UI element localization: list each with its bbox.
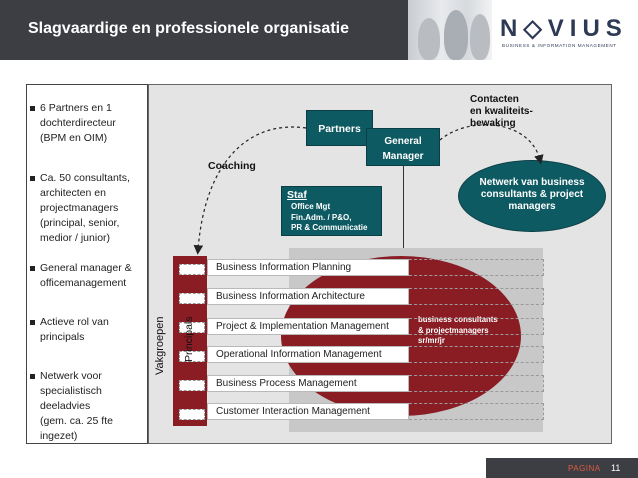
slide-title: Slagvaardige en professionele organisatie [28,20,349,37]
logo-subtitle: BUSINESS & INFORMATION MANAGEMENT [502,43,617,48]
vakgroep-bar: Project & Implementation Management [207,318,409,335]
page-number: 11 [611,463,621,473]
contact-label: Contacten en kwaliteits- bewaking [470,94,533,129]
vakgroep-bar: Business Process Management [207,375,409,392]
general-manager-label: General Manager [382,136,424,162]
logo-word: N◇VIUS [500,15,628,42]
vakgroep-bar: Operational Information Management [207,346,409,363]
staf-title: Staf [287,189,307,201]
staf-items: Office Mgt Fin.Adm. / P&O, PR & Communicatie [291,202,368,232]
partners-box: Partners [306,110,373,146]
coaching-arrow [198,127,306,250]
vakgroepen-label: Vakgroepen [154,316,166,375]
vakgroep-bar: Business Information Architecture [207,288,409,305]
principals-label: Principals [183,316,195,362]
vakgroep-bar: Business Information Planning [207,259,409,276]
coaching-label: Coaching [208,160,256,172]
contact-arrow [440,125,540,160]
business-consultants-label: business consultants & projectmanagers sr/mr/jr [418,315,498,345]
page-label: PAGINA [568,464,601,473]
vakgroep-bar: Customer Interaction Management [207,403,409,420]
netwerk-label: Netwerk van business consultants & project managers [479,177,585,212]
